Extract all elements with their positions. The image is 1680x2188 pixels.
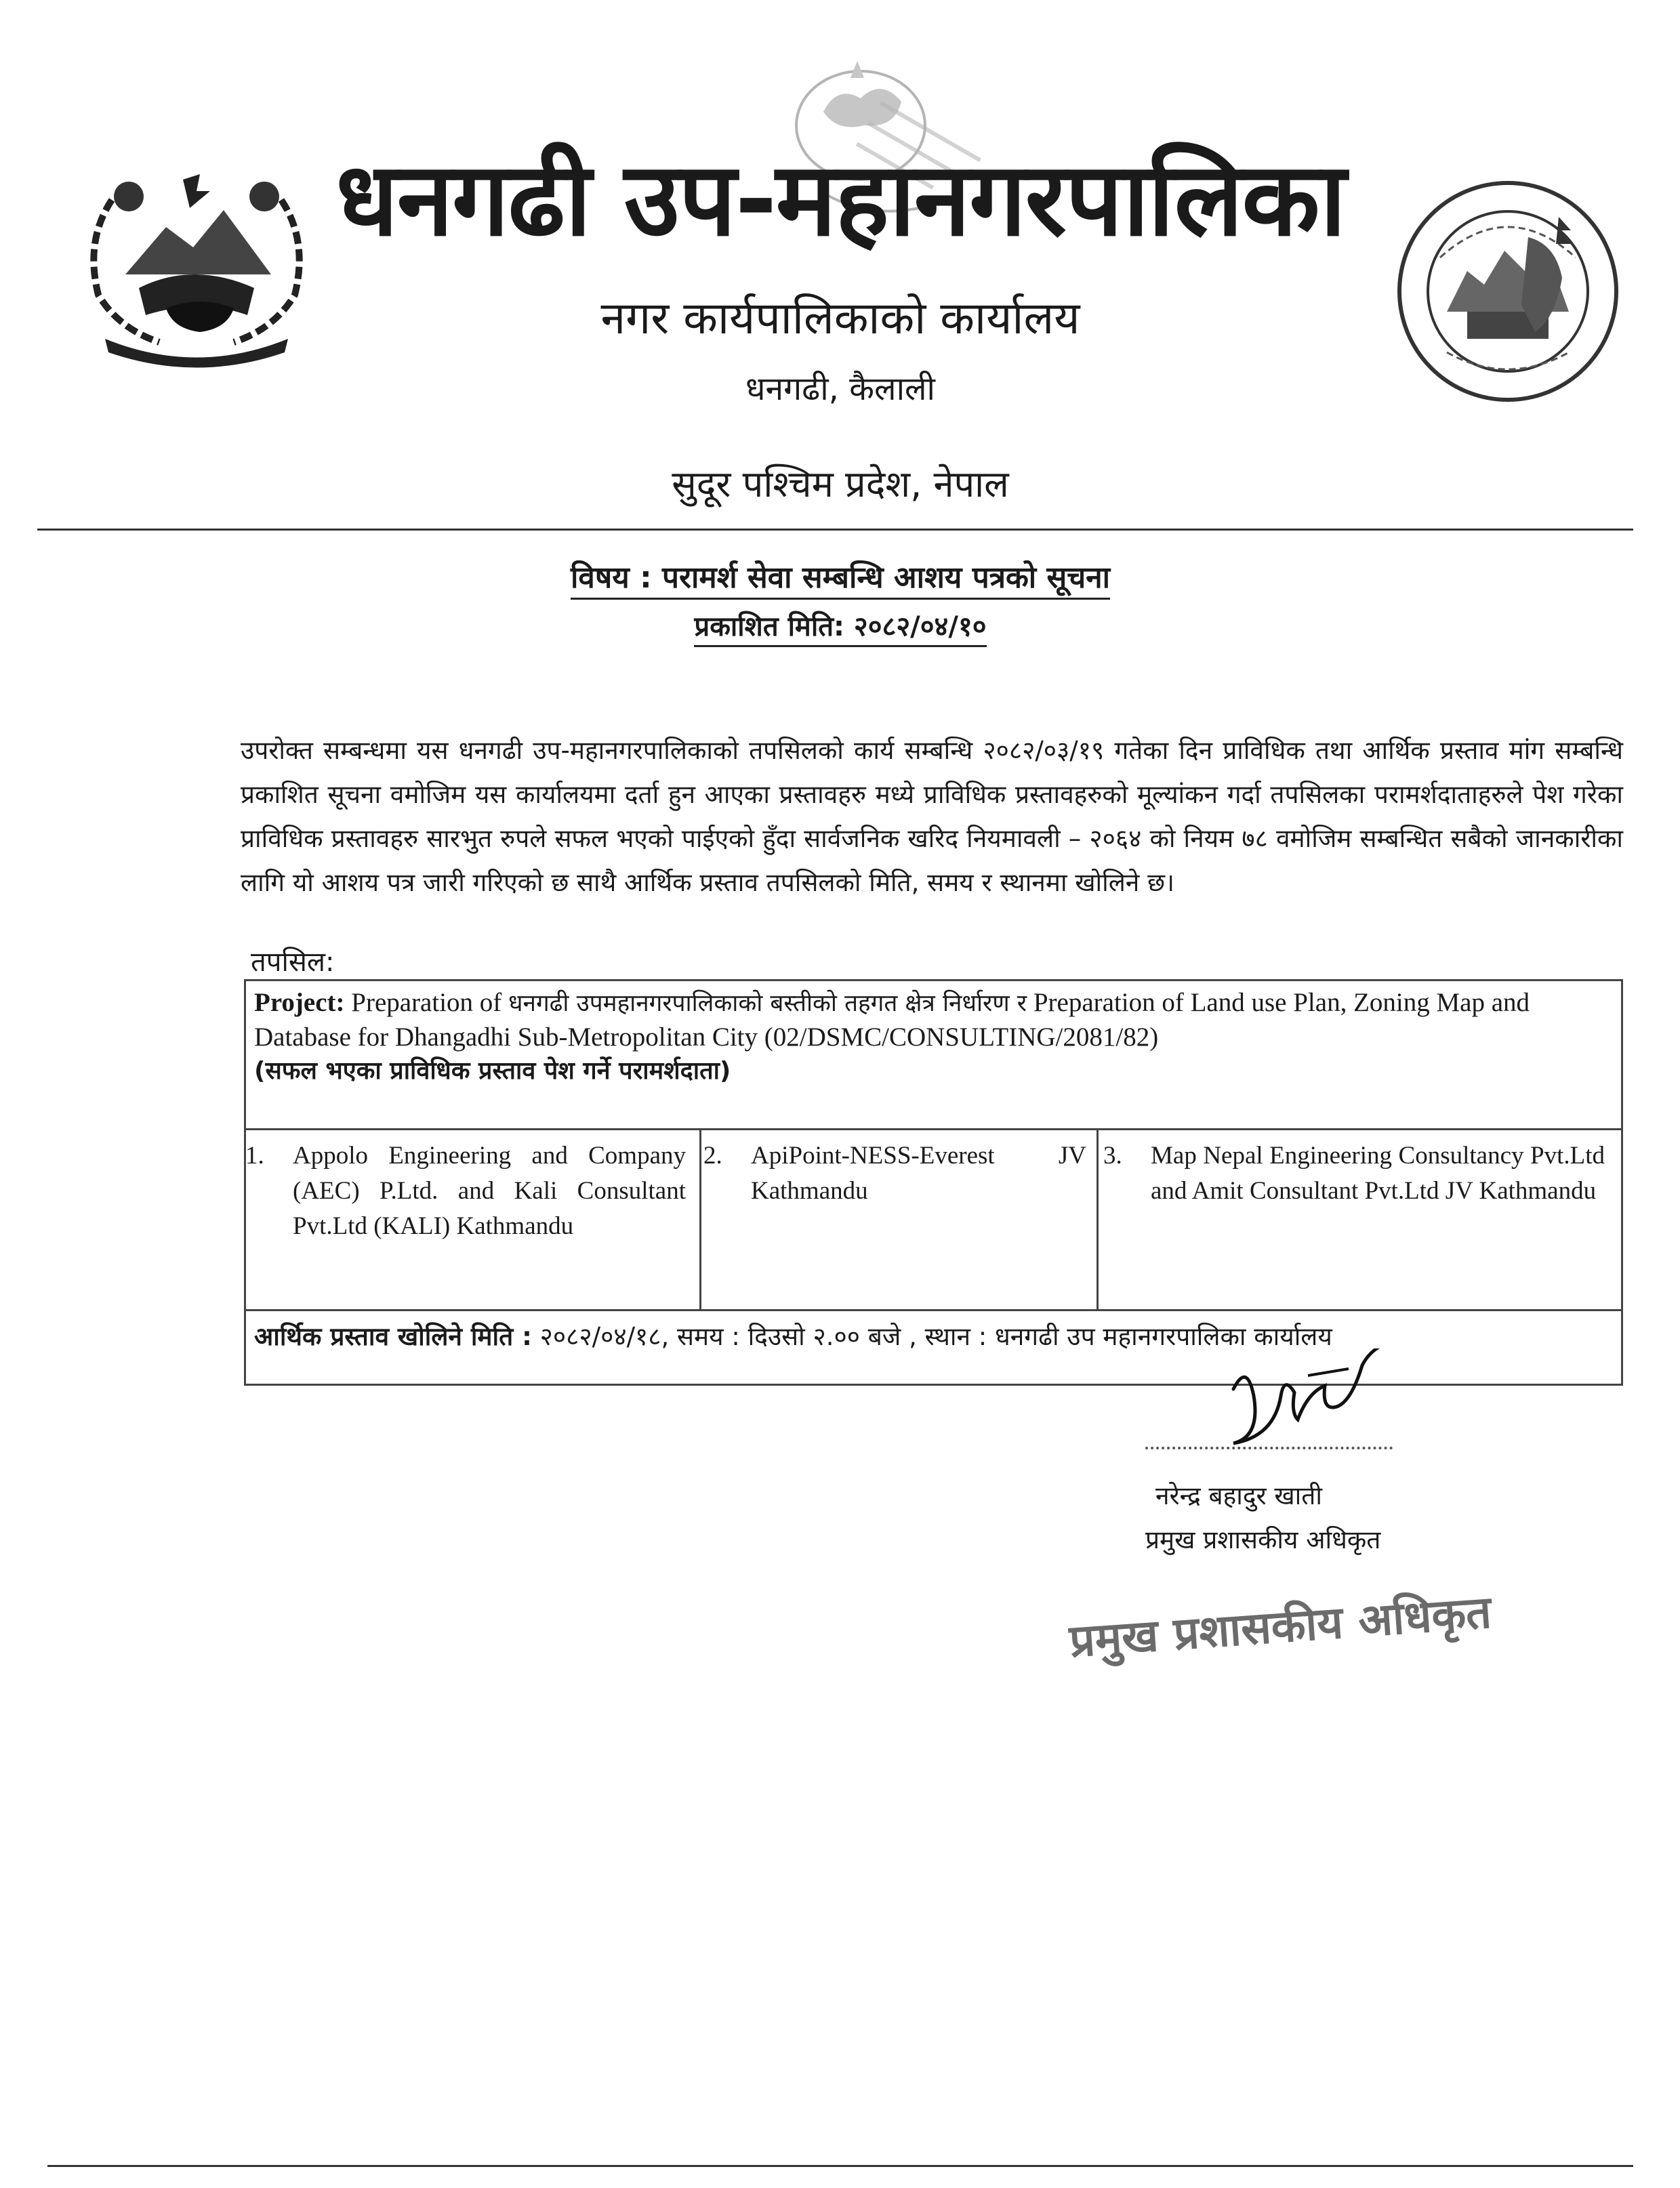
consultant-cell: [1103, 1138, 1605, 1209]
column-divider: [1097, 1128, 1099, 1311]
notice-subject-text: विषय : परामर्श सेवा सम्बन्धि आशय पत्रको सूचना: [571, 560, 1110, 600]
consultant-name: ApiPoint-NESS-Everest JV Kathmandu: [751, 1142, 1086, 1205]
office-subtitle: नगर कार्यपालिकाको कार्यालय: [600, 292, 1080, 344]
office-title: धनगढी उप-महानगरपालिका: [335, 141, 1345, 259]
consultant-name: Map Nepal Engineering Consultancy Pvt.Ltd and Amit Consultant Pvt.Ltd JV Kathmandu: [1151, 1142, 1605, 1205]
column-divider: [699, 1128, 701, 1311]
project-description: [254, 986, 1610, 1088]
consultant-number: 3.: [1103, 1142, 1122, 1170]
province-name: सुदूर पश्चिम प्रदेश, नेपाल: [672, 463, 1009, 505]
consultant-number: 1.: [245, 1142, 264, 1170]
consultant-cell: [703, 1138, 1086, 1209]
handwritten-signature-icon: [1206, 1348, 1396, 1457]
project-nepali-title: धनगढी उपमहानगरपालिकाको बस्तीको तहगत क्षेत्र निर्धारण र: [508, 990, 1027, 1017]
published-date-text: प्रकाशित मिति: २०८२/०४/१०: [694, 611, 986, 647]
office-location: धनगढी, कैलाली: [745, 370, 935, 408]
published-date: [325, 606, 1355, 644]
signatory-name: नरेन्द्र बहादुर खाती: [1155, 1481, 1322, 1510]
signatory-title: प्रमुख प्रशासकीय अधिकृत: [1145, 1525, 1381, 1554]
consultant-number: 2.: [703, 1142, 722, 1170]
schedule-label: तपसिल:: [251, 947, 335, 978]
header-divider: [37, 529, 1633, 531]
nepal-coat-of-arms-icon: [71, 173, 322, 369]
official-stamp: प्रमुख प्रशासकीय अधिकृत: [1067, 1586, 1494, 1668]
consultant-name: Appolo Engineering and Company (AEC) P.Ltd. and Kali Consultant Pvt.Ltd (KALI) Kathmandu: [293, 1142, 686, 1240]
project-prefix: Preparation of: [351, 988, 502, 1017]
project-english-title: Preparation of Land use Plan, Zoning Map and Database for Dhangadhi Sub-Metropolitan City (02/DSMC/CONSULTING/2081/82): [254, 988, 1530, 1052]
consultant-cell: [245, 1138, 686, 1244]
project-label: Project:: [254, 988, 345, 1017]
municipality-seal-icon: [1393, 176, 1623, 407]
financial-label: आर्थिक प्रस्ताव खोलिने मिति :: [254, 1322, 532, 1351]
notice-subject: [325, 556, 1355, 596]
signature-line: [1145, 1447, 1393, 1449]
footer-divider: [47, 2165, 1633, 2167]
financial-proposal-opening: [254, 1318, 1616, 1355]
notice-body: उपरोक्त सम्बन्धमा यस धनगढी उप-महानगरपालिकाको तपसिलको कार्य सम्बन्धि २०८२/०३/१९ गतेका दिन प्राविधिक तथा आर्थिक प्रस्ताव मांग सम्बन्धि प्रकाशित सूचना वमोजिम यस कार्यालयमा दर्ता हुन आएका प्रस्तावहरु मध्ये प्राविधिक प्रस्तावहरुको मूल्यांकन गर्दा तपसिलका परामर्शदाताहरुले पेश गरेका प्राविधिक प्रस्तावहरु सारभुत रुपले सफल भएको पाईएको हुँदा सार्वजनिक खरिद नियमावली – २०६४ को नियम ७८ वमोजिम सम्बन्धित सबैको जानकारीका लागि यो आशय पत्र जारी गरिएको छ साथै आर्थिक प्रस्ताव तपसिलको मिति, समय र स्थानमा खोलिने छ।: [241, 736, 1623, 897]
financial-details: २०८२/०४/१८, समय : दिउसो २.०० बजे , स्थान : धनगढी उप महानगरपालिका कार्यालय: [539, 1322, 1332, 1351]
successful-consultants-heading: (सफल भएका प्राविधिक प्रस्ताव पेश गर्ने परामर्शदाता): [254, 1057, 731, 1085]
